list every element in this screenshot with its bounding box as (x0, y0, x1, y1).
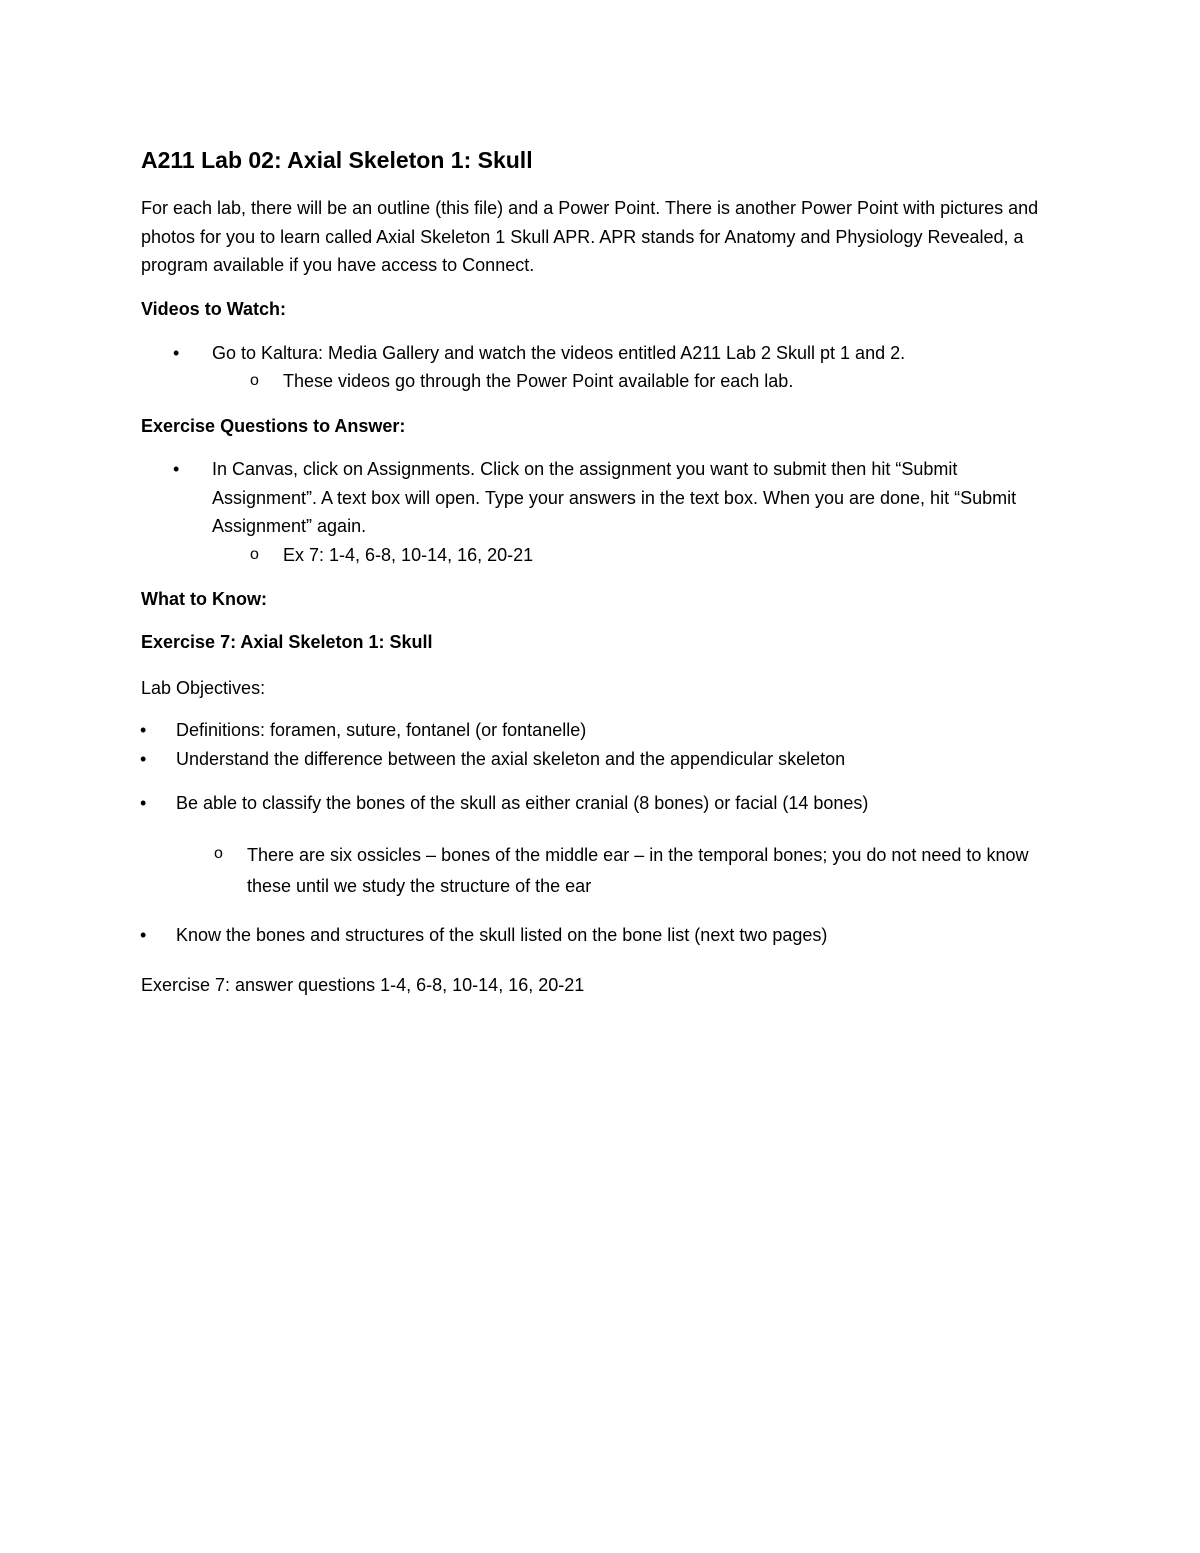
sub-bullet-marker: o (214, 845, 223, 862)
exercise-sub-text: Ex 7: 1-4, 6-8, 10-14, 16, 20-21 (283, 545, 534, 565)
know-heading: What to Know: (141, 589, 267, 609)
videos-heading: Videos to Watch: (141, 299, 287, 319)
objectives-label: Lab Objectives: (141, 678, 266, 698)
objective-item: Understand the difference between the axial skeleton and the appendicular skeleton (176, 749, 846, 769)
videos-bullet-text: Go to Kaltura: Media Gallery and watch the videos entitled A211 Lab 2 Skull pt 1 and 2. (212, 343, 906, 363)
objective-item: Be able to classify the bones of the skull as either cranial (8 bones) or facial (14 bones) (176, 793, 869, 813)
exercise7-heading: Exercise 7: Axial Skeleton 1: Skull (141, 632, 433, 652)
sub-bullet-marker: o (250, 372, 259, 389)
objective-item: Know the bones and structures of the skull listed on the bone list (next two pages) (176, 925, 828, 945)
exercise-heading: Exercise Questions to Answer: (141, 416, 406, 436)
videos-sub-text: These videos go through the Power Point available for each lab. (283, 371, 794, 391)
bullet-marker: • (140, 793, 147, 813)
ossicles-note: There are six ossicles – bones of the middle ear – in the temporal bones; you do not need to know these until we study the structure of the ear (247, 845, 1029, 896)
document-title: A211 Lab 02: Axial Skeleton 1: Skull (141, 147, 533, 173)
bullet-marker: • (140, 925, 147, 945)
bullet-marker: • (173, 459, 180, 479)
sub-bullet-marker: o (250, 546, 259, 563)
footer-line: Exercise 7: answer questions 1-4, 6-8, 10-14, 16, 20-21 (141, 975, 585, 995)
intro-paragraph: For each lab, there will be an outline (this file) and a Power Point. There is another Power Point with pictures and photos for you to learn called Axial Skeleton 1 Skull APR. APR stands for Anatomy and Physiology Revealed, a program available if you have access to Connect. (141, 198, 1039, 275)
bullet-marker: • (140, 749, 147, 769)
exercise-bullet-text: In Canvas, click on Assignments. Click on the assignment you want to submit then hit “Submit Assignment”. A text box will open. Type your answers in the text box. When you are done, hit “Submit Assignment” again. (212, 459, 1017, 536)
bullet-marker: • (140, 720, 147, 740)
objective-item: Definitions: foramen, suture, fontanel (or fontanelle) (176, 720, 587, 740)
bullet-marker: • (173, 343, 180, 363)
